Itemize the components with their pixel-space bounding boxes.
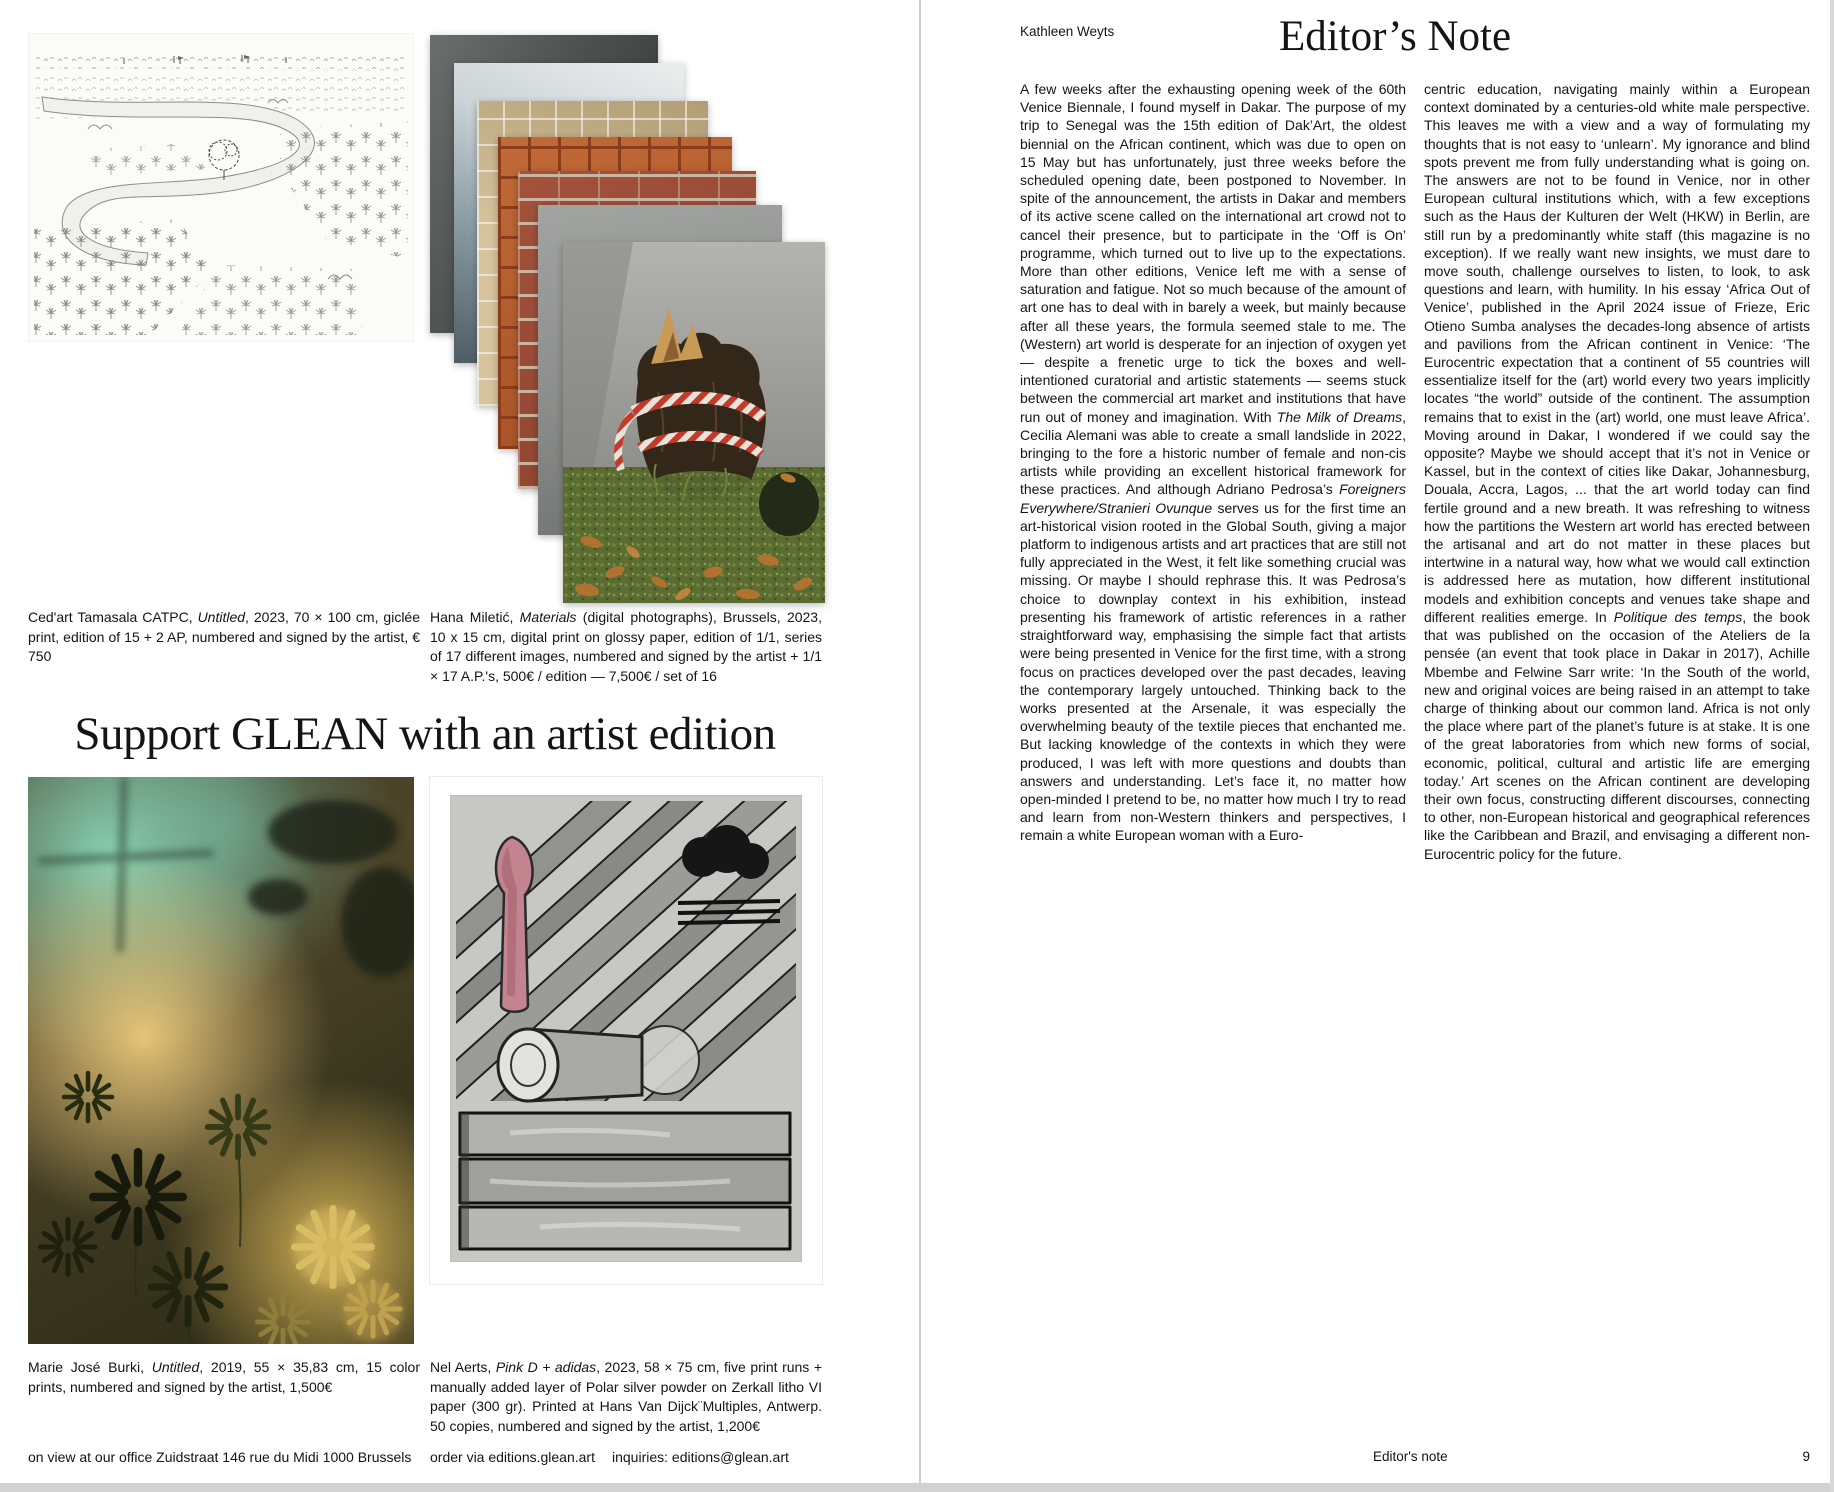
catpc-drawing-image [28, 33, 414, 342]
caption-miletic: Hana Miletić, Materials (digital photographs), Brussels, 2023, 10 x 15 cm, digital print on glossy paper, edition of 1/1, series of 17 different images, numbered and signed by the artist + 1/1 × 17 A.P.'s, 500€ / edition — 7,500€ / set of 16 [430, 609, 822, 684]
footer-page-number: 9 [1802, 1449, 1810, 1464]
byline-author: Kathleen Weyts [1020, 24, 1115, 39]
footer-on-view-address: on view at our office Zuidstraat 146 rue du Midi 1000 Brussels [28, 1449, 412, 1465]
miletic-photo-stack [430, 33, 825, 603]
caption-burki: Marie José Burki, Untitled, 2019, 55 × 35,83 cm, 15 color prints, numbered and signed by the artist, 1,500€ [28, 1359, 420, 1395]
caption-aerts: Nel Aerts, Pink D + adidas, 2023, 58 × 75 cm, five print runs + manually added layer of Polar silver powder on Zerkall litho VI paper (300 gr). Printed at Hans Van Dijck¨Multiples, Antwerp. 50 copies, numbered and signed by the artist, 1,200€ [430, 1359, 822, 1434]
burki-photo-image [28, 777, 414, 1344]
footer-inquiries-email: inquiries: editions@glean.art [612, 1449, 789, 1465]
editors-note-column-2: centric education, navigating mainly within a European context dominated by a centuries-old white male perspective. This leaves me with a view and a way of formulating my thoughts that is not easy to ‘unlearn’. My ignorance and blind spots prevent me from fully understanding what is going on. The answers are not to be found in Venice, nor in other European cultural institutions which, with a few exceptions such as the Haus der Kulturen der Welt (HKW) in Berlin, are still run by a predominantly white staff (this magazine is no exception). If we really want new insights, we must dare to move south, challenge ourselves to listen, to look, to ask questions and learn, with humility. In his essay ‘Africa Out of Venice’, published in the April 2024 issue of Frieze, Eric Otieno Sumba analyses the decades-long absence of artists and pavilions from the African continent in Venice: ‘The Eurocentric expectation that a continent of 55 countries will essentialize itself for the (art) world every two years implicitly locates “the world” outside of the continent. The assumption remains that to exist in the (art) world, one must leave Africa’. Moving around in Dakar, I wondered if we could say the opposite? Maybe we should accept that it’s not in Venice or Kassel, but in the context of cities like Dakar, Johannesburg, Douala, Accra, Lagos, ... that the art world today can find fertile ground and a new breath. It was refreshing to witness how the partitions the Western art world has erected between the artisanal and art do not matter in these places but intertwine in a natural way, how what we would call extinction is addressed here as mutation, how different institutional models and exhibition concepts and venues take shape and different realities emerge. In Politique des temps, the book that was published on the occasion of the Ateliers de la pensée (an event that took place in Dakar in 2017), Achille Mbembe and Felwine Sarr write: ‘In the South of the world, new and original voices are being raised in an attempt to take charge of thinking about our common land. Africa is not only the place where part of the planet’s future is at stake. It is one of the great laboratories from which new forms of social, economic, political, cultural and artistic life are emerging today.’ Art scenes on the African continent are developing their own focus, constructing different discourses, connecting to other, non-European historical and geographical references like the Caribbean and Brazil, and envisaging a different non-Eurocentric policy for the future. [1424, 81, 1810, 862]
editions-headline: Support GLEAN with an artist edition [74, 708, 776, 760]
footer-order-url: order via editions.glean.art [430, 1449, 595, 1465]
page-right-edge [1830, 0, 1834, 1492]
page-bottom-edge [0, 1483, 1834, 1492]
page-title: Editor’s Note [1278, 13, 1512, 60]
aerts-artwork-image [430, 777, 822, 1284]
photo-tree-stump [563, 242, 825, 603]
right-page [921, 0, 1834, 1492]
caption-catpc: Ced'art Tamasala CATPC, Untitled, 2023, 70 × 100 cm, giclée print, edition of 15 + 2 AP, numbered and signed by the artist, € 750 [28, 609, 420, 664]
editors-note-column-1: A few weeks after the exhausting opening week of the 60th Venice Biennale, I found myself in Dakar. The purpose of my trip to Senegal was the 15th edition of Dak’Art, the oldest biennial on the African continent, which was due to open on 15 May but has unfortunately, just three weeks before the scheduled opening date, been postponed to November. In spite of the announcement, the artists in Dakar and members of its active scene called on the international art crowd not to cancel their presence, but to participate in the ‘Off is On’ programme, which turned out to live up to the expectations. More than other editions, Venice left me with a sense of saturation and fatigue. Not so much because of the amount of art one has to deal with in barely a week, but mainly because after all these years, the formula seemed stale to me. The (Western) art world is desperate for an injection of oxygen yet — despite a frenetic urge to tick the boxes and well-intentioned curatorial and artistic statements — seems stuck between the commercial art market and institutions that have run out of money and imagination. With The Milk of Dreams, Cecilia Alemani was able to create a small landslide in 2022, bringing to the fore a historic number of female and non-cis artists while providing an excellent historical framework for these practices. And although Adriano Pedrosa’s Foreigners Everywhere/Stranieri Ovunque serves us for the first time an art-historical vision rooted in the Global South, giving a major platform to indigenous artists and art practices that are still not fully appreciated in the West, it felt like something crucial was missing. Or maybe I should rephrase this. It was Pedrosa’s choice to downplay context in his exhibition, instead presenting his framework of artistic references in a rather straightforward way, emphasising the simple fact that artists were being presented in Venice for the first time, with a strong focus on practices developed over the past decades, leaving the contemporary largely untouched. Thinking back to the works presented at the Arsenale, it was especially the overwhelming beauty of the textile pieces that enchanted me. But lacking knowledge of the contexts in which they were produced, I was left with more questions and doubts than answers and understanding. Let’s face it, no matter how open-minded I pretend to be, no matter how much I try to read and learn from non-Western thinkers and perspectives, I remain a white European woman with a Euro- [1020, 81, 1406, 844]
footer-section-label: Editor's note [1373, 1449, 1448, 1464]
